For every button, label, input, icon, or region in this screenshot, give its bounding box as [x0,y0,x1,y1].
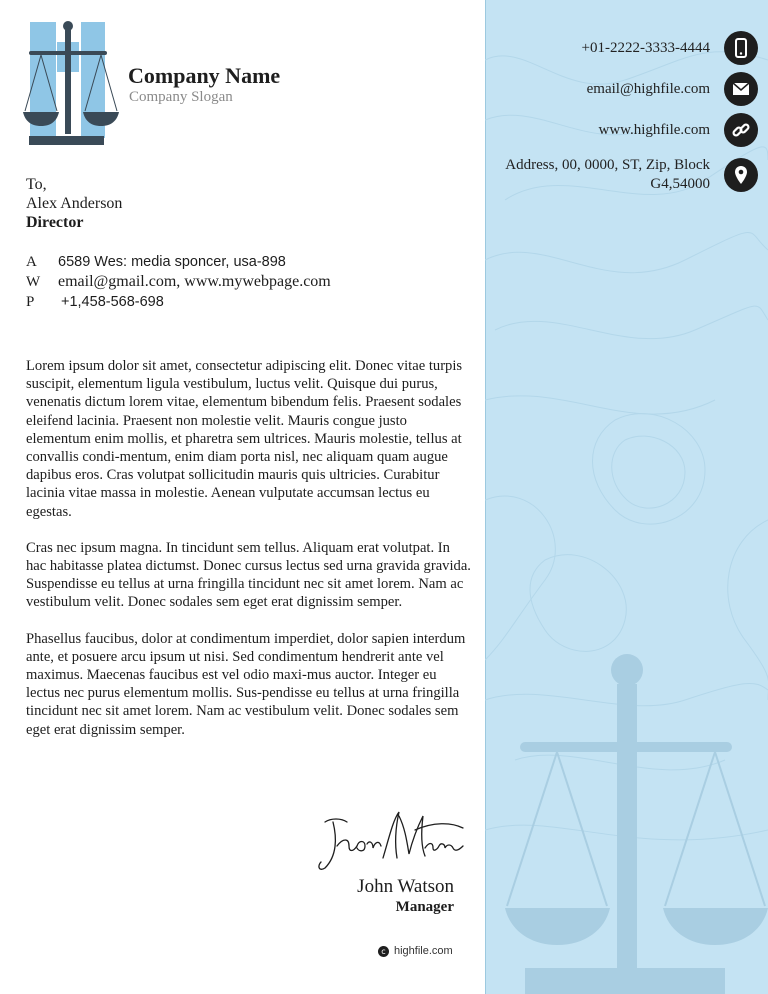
contact-address-row [505,156,758,194]
letter-body [26,357,471,757]
detail-key: A [26,254,37,270]
detail-value: 6589 Wes: media sponcer, usa-898 [58,254,286,270]
company-name: Company Name [128,63,281,88]
details-block [26,252,331,312]
sidebar-panel [485,0,768,994]
detail-value: email@gmail.com, www.mywebpage.com [58,273,331,290]
contact-website-text: www.highfile.com [598,121,710,138]
handwritten-signature [315,808,465,874]
contact-email-text: email@highfile.com [586,80,710,97]
detail-row-web [26,272,331,292]
phone-icon [724,31,758,65]
signer-title: Manager [395,899,454,915]
recipient-name: Alex Anderson [26,195,123,212]
detail-value: +1,458-568-698 [61,294,164,310]
signer-name: John Watson [357,876,454,897]
recipient-role: Director [26,214,84,231]
location-pin-icon [724,158,758,192]
salutation: To, [26,176,47,193]
company-slogan: Company Slogan [129,89,233,105]
copyright-icon: c [378,946,389,957]
address-line-1: Address, 00, 0000, ST, Zip, Block [505,157,710,173]
envelope-icon [724,72,758,106]
contact-email-row [587,72,758,106]
body-paragraph-2: Cras nec ipsum magna. In tincidunt sem tellus. Aliquam erat volutpat. In hac habitasse platea dictumst. Donec cursus lectus sed urna gravida gravida. Suspendisse eu tellus at urna fringilla tincidunt nec sit amet lorem. Nam ac vestibulum velit. Donec sodales sem eget erat dignissim semper. [26,539,471,611]
detail-row-phone [26,292,331,312]
scales-watermark [485,640,768,994]
body-paragraph-1: Lorem ipsum dolor sit amet, consectetur adipiscing elit. Donec vitae turpis suscipit, elementum ligula vestibulum, luctus velit. Quisque dui purus, venenatis dictum lorem vitae, elementum bibendum felis. Praesent sodales eleifend lacinia. Praesent non molestie velit. Mauris congue justo elementum enim mollis, et pharetra sem ultrices. Mauris molestie, tellus at convallis condi-mentum, enim diam porta nisl, nec aliquam quam augue dapibus eros. Cras volutpat sollicitudin mauris quis ultricies. Curabitur lacinia vitae massa in molestie. Aenean vulputate accumsan lectus eu egestas. [26,358,463,520]
detail-key: P [26,294,35,310]
detail-row-address [26,252,331,272]
contact-phone-text: +01-2222-3333-4444 [581,39,710,56]
contact-address-text [505,156,710,194]
address-line-2: G4,54000 [650,176,710,192]
link-icon [724,113,758,147]
contact-phone-row [582,31,758,65]
recipient-block [26,175,122,232]
body-paragraph-3: Phasellus faucibus, dolor at condimentum imperdiet, dolor sapien interdum ante, et posuere arcu ipsum ut nisi. Sed condimentum hendrerit ante vel maximus. Maecenas faucibus est vel odio maxi-mus auctor. Integer eu lectus nec purus elementum mollis. Sus-pendisse eu tellus at urna fringilla tincidunt nec sit amet lorem. Nam ac vestibulum velit. Donec sodales sem eget erat dignissim semper. [26,630,466,738]
footer [378,945,453,957]
footer-site[interactable]: highfile.com [394,945,453,957]
detail-key: W [26,274,41,290]
contact-website-row [598,113,758,147]
scales-of-justice-icon [23,20,123,146]
